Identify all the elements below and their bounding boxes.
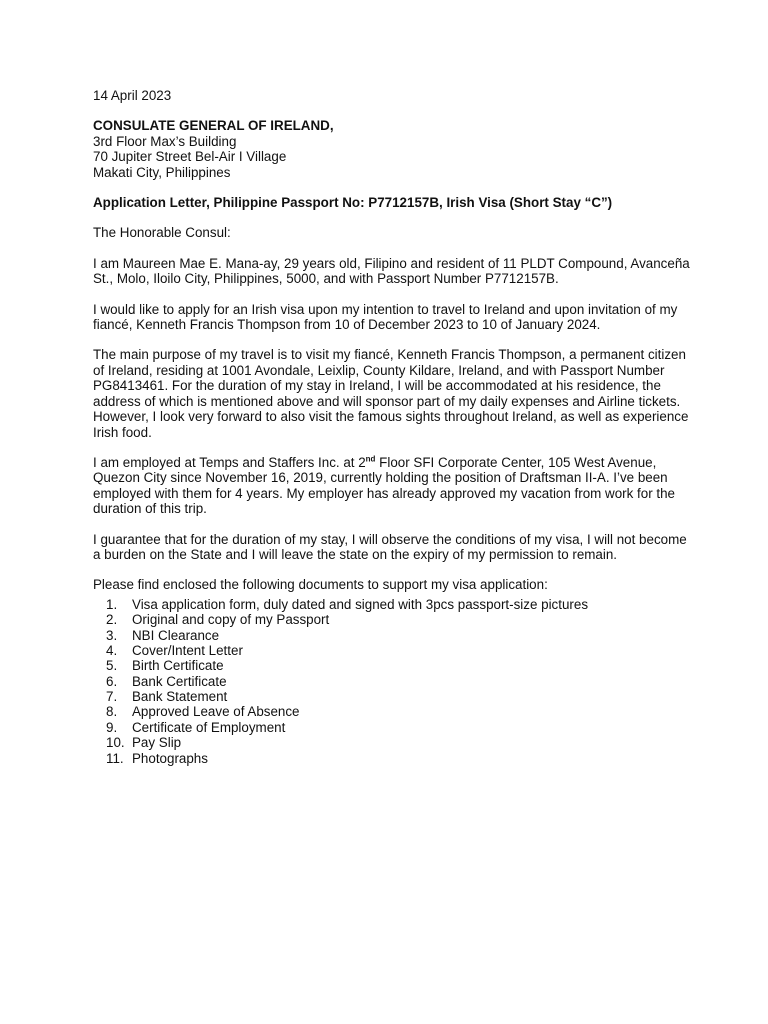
list-item [93,597,693,612]
list-item [93,612,693,627]
list-item-text: Original and copy of my Passport [132,612,330,628]
paragraph-employment [93,455,693,517]
list-item [93,735,693,750]
list-item [93,751,693,766]
letter-page [93,88,693,766]
list-item [93,674,693,689]
letter-date: 14 April 2023 [93,88,172,103]
list-item-text: Visa application form, duly dated and signed with 3pcs passport-size pictures [132,596,589,612]
list-item [93,643,693,658]
list-item-number: 4. [106,642,118,658]
paragraph-purpose: The main purpose of my travel is to visit my fiancé, Kenneth Francis Thompson, a permanent citizen of Ireland, residing at 1001 Avondale, Leixlip, County Kildare, Ireland, and with Passport Number PG8413461. For the duration of my stay in Ireland, I will be accommodated at his residence, the address of which is mentioned above and will sponsor part of my daily expenses and Airline tickets. However, I look very forward to also visit the famous sights throughout Ireland, as well as experience Irish food. [93,347,689,440]
list-item [93,720,693,735]
list-item-number: 6. [106,673,118,689]
list-item-number: 10. [106,735,125,751]
employment-text-start: I am employed at Temps and Staffers Inc. at 2 [93,454,366,470]
list-item-text: Bank Certificate [132,673,227,689]
list-item-text: NBI Clearance [132,627,220,643]
employment-text-end: Floor SFI Corporate Center, 105 West Avenue, Quezon City since November 16, 2019, currently holding the position of Draftsman II-A. I’ve been employed with them for 4 years. My employer has already approved my vacation from work for the duration of this trip. [93,454,675,517]
list-item-text: Approved Leave of Absence [132,704,300,720]
list-item [93,689,693,704]
list-item-text: Bank Statement [132,689,228,705]
list-item-text: Cover/Intent Letter [132,642,243,658]
list-item-number: 8. [106,704,118,720]
list-item-text: Certificate of Employment [132,719,286,735]
list-item [93,628,693,643]
list-item-text: Birth Certificate [132,658,224,674]
paragraph-intent: I would like to apply for an Irish visa upon my intention to travel to Ireland and upon invitation of my fiancé, Kenneth Francis Thompson from 10 of December 2023 to 10 of January 2024. [93,301,678,333]
list-item-number: 1. [106,596,118,612]
list-item-number: 5. [106,658,118,674]
paragraph-guarantee: I guarantee that for the duration of my stay, I will observe the conditions of my visa, I will not become a burden on the State and I will leave the state on the expiry of my permission to remain. [93,531,687,562]
recipient-address [93,118,693,180]
recipient-org: CONSULATE GENERAL OF IRELAND, [93,118,334,134]
enclosure-list [93,597,693,766]
list-item-number: 3. [106,627,118,643]
list-item-text: Photographs [132,750,208,766]
recipient-line-2: 70 Jupiter Street Bel-Air I Village [93,149,287,165]
list-item-number: 2. [106,612,118,628]
list-item [93,658,693,673]
list-item-number: 11. [106,750,124,766]
letter-subject: Application Letter, Philippine Passport No: P7712157B, Irish Visa (Short Stay “C”) [93,195,613,211]
paragraph-introduction: I am Maureen Mae E. Mana-ay, 29 years old, Filipino and resident of 11 PLDT Compound, Avanceña St., Molo, Iloilo City, Philippines, 5000, and with Passport Number P7712157B. [93,255,690,287]
salutation: The Honorable Consul: [93,225,231,241]
list-item-text: Pay Slip [132,735,182,751]
list-item-number: 7. [106,689,118,705]
recipient-line-3: Makati City, Philippines [93,164,231,180]
recipient-line-1: 3rd Floor Max’s Building [93,133,237,149]
list-item-number: 9. [106,719,118,735]
list-item [93,704,693,719]
enclosures-intro: Please find enclosed the following documents to support my visa application: [93,577,548,593]
floor-ordinal-superscript: nd [365,454,376,464]
